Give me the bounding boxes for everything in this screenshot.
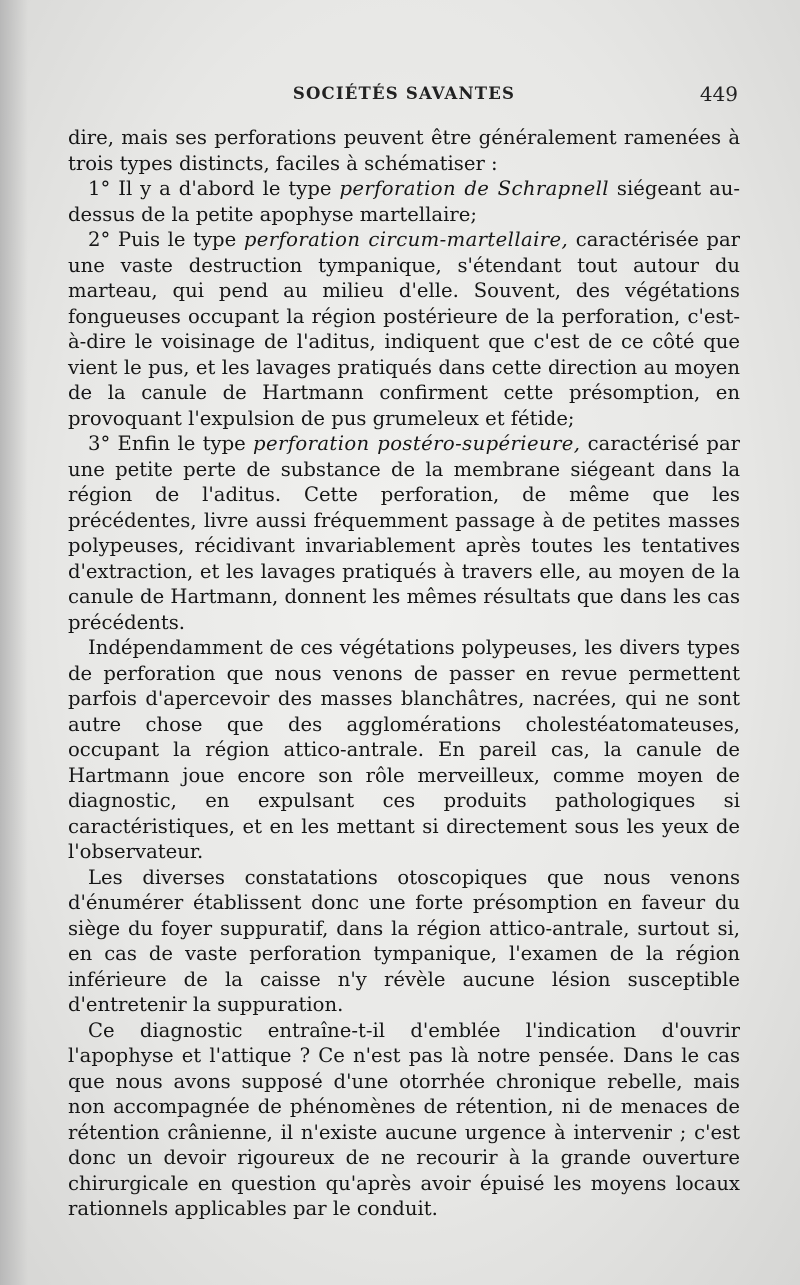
paragraph-type-3: [68, 431, 740, 635]
page-header: [68, 82, 740, 112]
type-3-description: caractérisé par une petite perte de substance de la membrane siégeant dans la région de l'aditus. Cette perforation, de même que les précédentes, livre aussi fréquemment passage à de petites masses polypeuses, récidivant invariablement après toutes les tentatives d'extraction, et les lavages pratiqués à travers elle, au moyen de la canule de Hartmann, donnent les mêmes résultats que dans les cas précédents.: [68, 432, 740, 634]
paragraph-type-2: [68, 227, 740, 431]
type-2-description: caractérisée par une vaste destruction tympanique, s'étendant tout autour du marteau, qui pend au milieu d'elle. Souvent, des végétations fongueuses occupant la région postérieure de la perforation, c'est-à-dire le voisinage de l'aditus, indiquent que c'est de ce côté que vient le pus, et les lavages pratiqués dans cette direction au moyen de la canule de Hartmann confirment cette présomption, en provoquant l'expulsion de pus grumeleux et fétide;: [68, 228, 741, 430]
type-1-name: perforation de Schrapnell: [339, 177, 609, 200]
type-2-prefix: 2° Puis le type: [88, 228, 244, 251]
type-1-description: siégeant au-dessus de la petite apophyse martellaire;: [68, 177, 741, 226]
paragraph-type-1: [68, 176, 740, 227]
page-number: 449: [699, 82, 738, 106]
type-3-name: perforation postéro-supérieure,: [253, 432, 581, 455]
type-2-name: perforation circum-martellaire,: [243, 228, 569, 251]
type-3-prefix: 3° Enfin le type: [88, 432, 254, 455]
paragraph-cholesteatoma: Indépendamment de ces végétations polypeuses, les divers types de perforation que nous venons de passer en revue permettent parfois d'apercevoir des masses blanchâtres, nacrées, qui ne sont autre chose que des agglomérations cholestéatomateuses, occupant la région attico-antrale. En pareil cas, la canule de Hartmann joue encore son rôle merveilleux, comme moyen de diagnostic, en expulsant ces produits pathologiques si caractéristiques, et en les mettant si directement sous les yeux de l'observateur.: [68, 636, 740, 863]
page-edge-shadow: [0, 0, 28, 1285]
paragraph-diagnosis: Ce diagnostic entraîne-t-il d'emblée l'indication d'ouvrir l'apophyse et l'attique ? Ce n'est pas là notre pensée. Dans le cas que nous avons supposé d'une otorrhée chronique rebelle, mais non accompagnée de phénomènes de rétention, ni de menaces de rétention crânienne, il n'existe aucune urgence à intervenir ; c'est donc un devoir rigoureux de ne recourir à la grande ouverture chirurgicale en question qu'après avoir épuisé les moyens locaux rationnels applicables par le conduit.: [68, 1018, 740, 1220]
type-1-prefix: 1° Il y a d'abord le type: [88, 177, 340, 200]
paragraph-otoscopic-findings: Les diverses constatations otoscopiques que nous venons d'énumérer établissent donc une forte présomption en faveur du siège du foyer suppuratif, dans la région attico-antrale, surtout si, en cas de vaste perforation tympanique, l'examen de la région inférieure de la caisse n'y révèle aucune lésion susceptible d'entretenir la suppuration.: [68, 865, 740, 1016]
paragraph-intro: dire, mais ses perforations peuvent être généralement ramenées à trois types distincts, faciles à schématiser :: [68, 126, 740, 175]
body-text: [68, 125, 740, 1222]
running-title: SOCIÉTÉS SAVANTES: [292, 84, 516, 103]
